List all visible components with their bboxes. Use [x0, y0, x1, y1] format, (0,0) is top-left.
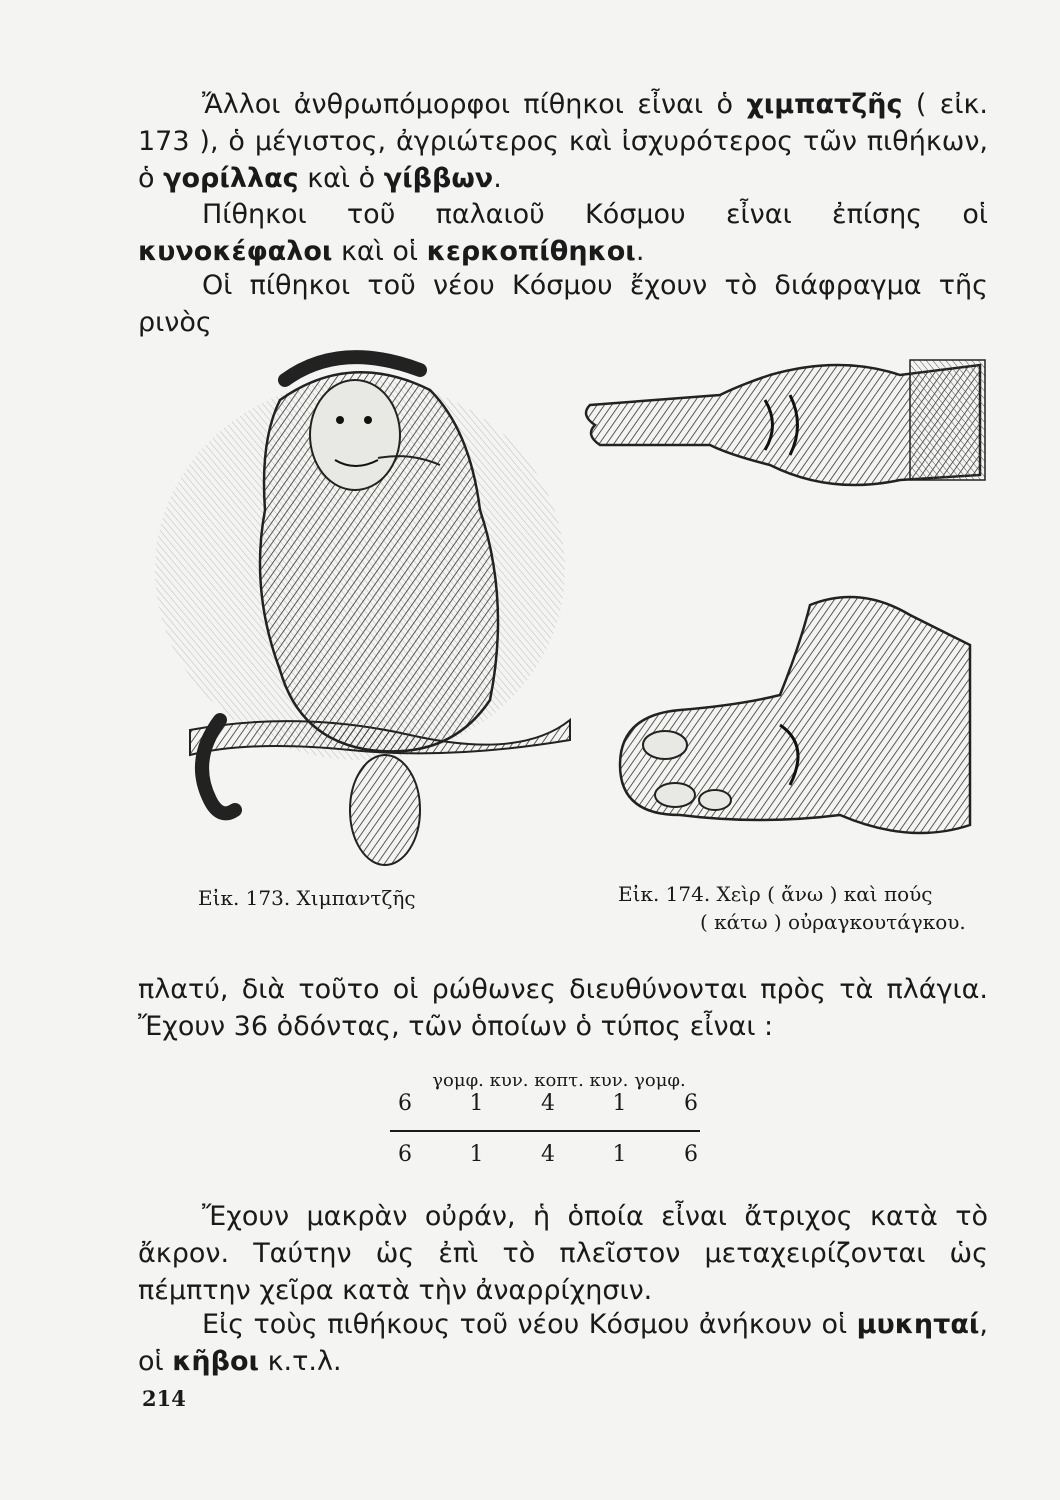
paragraph-old-world: Πίθηκοι τοῦ παλαιοῦ Κόσμου εἶναι ἐπίσης οἱ κυνοκέφαλοι καὶ οἱ κερκοπίθηκοι.	[138, 199, 988, 267]
term-gorilla: γορίλλας	[163, 163, 299, 194]
dental-formula-upper: 6 1 4 1 6	[398, 1091, 698, 1116]
paragraph-new-world-start: Οἱ πίθηκοι τοῦ νέου Κόσμου ἔχουν τὸ διάφραγμα τῆς ρινὸς	[138, 270, 988, 338]
dental-formula-fraction-line	[390, 1130, 700, 1132]
dental-formula-lower: 6 1 4 1 6	[398, 1142, 698, 1167]
dental-formula	[390, 1070, 720, 1167]
term-chimpanzee: χιμπατζῆς	[746, 89, 903, 120]
figure-173-caption: Εἰκ. 173. Χιμπαντζῆς	[198, 886, 416, 910]
paragraph-apes: Ἄλλοι ἀνθρωπόμορφοι πίθηκοι εἶναι ὁ χιμπατζῆς ( εἰκ. 173 ), ὁ μέγιστος, ἀγριώτερος καὶ ἰσχυρότερος τῶν πιθήκων, ὁ γορίλλας καὶ ὁ γίββων.	[138, 89, 988, 194]
figure-174-caption-line1: Εἰκ. 174. Χεὶρ ( ἄνω ) καὶ πούς	[618, 882, 933, 906]
paragraph-new-world-members: Εἰς τοὺς πιθήκους τοῦ νέου Κόσμου ἀνήκουν οἱ μυκηταί, οἱ κῆβοι κ.τ.λ.	[138, 1309, 988, 1377]
dental-formula-header: γομφ. κυν. κοπτ. κυν. γομφ.	[432, 1070, 686, 1091]
orangutan-hand-foot-illustration	[580, 345, 990, 865]
chimpanzee-illustration	[150, 340, 590, 880]
paragraph-tail: Ἔχουν μακρὰν οὐράν, ἡ ὁποία εἶναι ἄτριχος κατὰ τὸ ἄκρον. Ταύτην ὡς ἐπὶ τὸ πλεῖστον μεταχειρίζονται ὡς πέμπτην χεῖρα κατὰ τὴν ἀναρρίχησιν.	[138, 1201, 988, 1306]
term-howlers: μυκηταί	[856, 1309, 980, 1340]
page-number: 214	[142, 1386, 186, 1411]
term-cercopithecus: κερκοπίθηκοι	[426, 236, 636, 267]
term-gibbon: γίββων	[383, 163, 494, 194]
term-cebus: κῆβοι	[172, 1346, 260, 1377]
figure-174-caption-line2: ( κάτω ) οὐραγκουτάγκου.	[700, 910, 966, 934]
term-baboons: κυνοκέφαλοι	[138, 236, 333, 267]
paragraph-new-world-cont: πλατύ, διὰ τοῦτο οἱ ρώθωνες διευθύνονται πρὸς τὰ πλάγια. Ἔχουν 36 ὀδόντας, τῶν ὁποίων ὁ τύπος εἶναι :	[138, 974, 988, 1042]
